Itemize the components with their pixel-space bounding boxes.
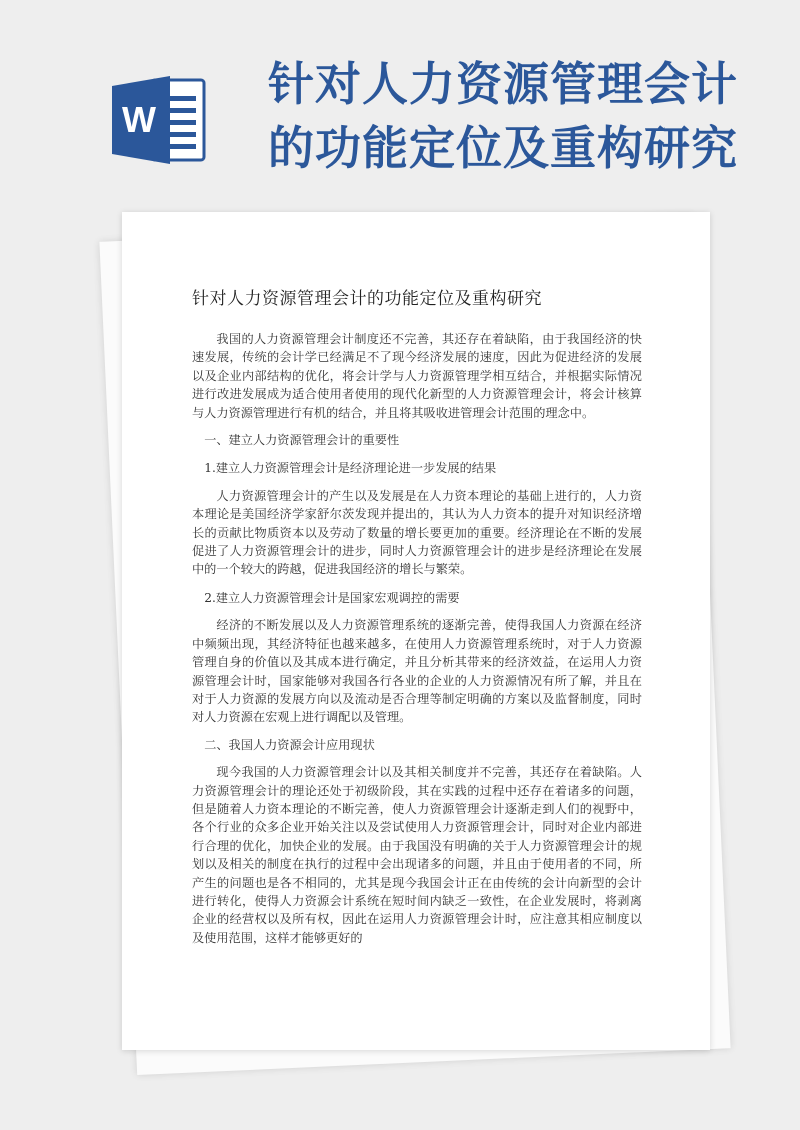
subsection-heading-1: 1.建立人力资源管理会计是经济理论进一步发展的结果 [204,461,497,476]
section-heading-1: 一、建立人力资源管理会计的重要性 [204,433,400,448]
headline-line-2: 的功能定位及重构研究 [268,121,738,175]
subsection-paragraph-2: 经济的不断发展以及人力资源管理系统的逐渐完善，使得我国人力资源在经济中频频出现，其经济特征也越来越多，在使用人力资源管理系统时，对于人力资源管理自身的价值以及其成本进行确定，并且分析其带来的经济效益，在运用人力资源管理会计时，国家能够对我国各行各业的企业的人力资源情况有所了解，并且在对于人力资源的发展方向以及流动是否合理等制定明确的方案以及监督制度，同时对人力资源在宏观上进行调配以及管理。 [192,618,642,725]
intro-paragraph: 我国的人力资源管理会计制度还不完善，其还存在着缺陷，由于我国经济的快速发展，传统的会计学已经满足不了现今经济发展的速度，因此为促进经济的发展以及企业内部结构的优化，将会计学与人力资源管理学相互结合，并根据实际情况进行改进发展成为适合使用者使用的现代化新型的人力资源管理会计，将会计核算与人力资源管理进行有机的结合，并且将其吸收进管理会计范围的理念中。 [192,332,642,420]
word-document-icon [112,72,212,168]
header-banner [0,0,800,210]
document-body [192,330,642,947]
headline-line-1: 针对人力资源管理会计 [268,57,738,111]
document-title: 针对人力资源管理会计的功能定位及重构研究 [192,289,542,309]
section-paragraph-2: 现今我国的人力资源管理会计以及其相关制度并不完善，其还存在着缺陷。人力资源管理会计的理论还处于初级阶段，其在实践的过程中还存在着诸多的问题，但是随着人力资本理论的不断完善，使人力资源管理会计逐渐走到人们的视野中，各个行业的众多企业开始关注以及尝试使用人力资源管理会计，同时对企业内部进行合理的优化，加快企业的发展。由于我国没有明确的关于人力资源管理会计的规划以及相关的制度在执行的过程中会出现诸多的问题，并且由于使用者的不同，所产生的问题也是各不相同的，尤其是现今我国会计正在由传统的会计向新型的会计进行转化，使得人力资源会计系统在短时间内缺乏一致性，在企业发展时，将剥离企业的经营权以及所有权，因此在运用人力资源管理会计时，应注意其相应制度以及使用范围，这样才能够更好的 [192,765,642,945]
subsection-paragraph-1: 人力资源管理会计的产生以及发展是在人力资本理论的基础上进行的，人力资本理论是美国经济学家舒尔茨发现并提出的，其认为人力资本的提升对知识经济增长的贡献比物质资本以及劳动了数量的增长要更加的重要。经济理论在不断的发展促进了人力资源管理会计的进步，同时人力资源管理会计的进步是经济理论在发展中的一个较大的跨越，促进我国经济的增长与繁荣。 [192,488,642,577]
subsection-heading-2: 2.建立人力资源管理会计是国家宏观调控的需要 [204,590,460,605]
word-icon-letter: W [122,99,156,140]
headline [268,52,768,180]
document-page [122,212,710,1050]
section-heading-2: 二、我国人力资源会计应用现状 [204,737,375,752]
